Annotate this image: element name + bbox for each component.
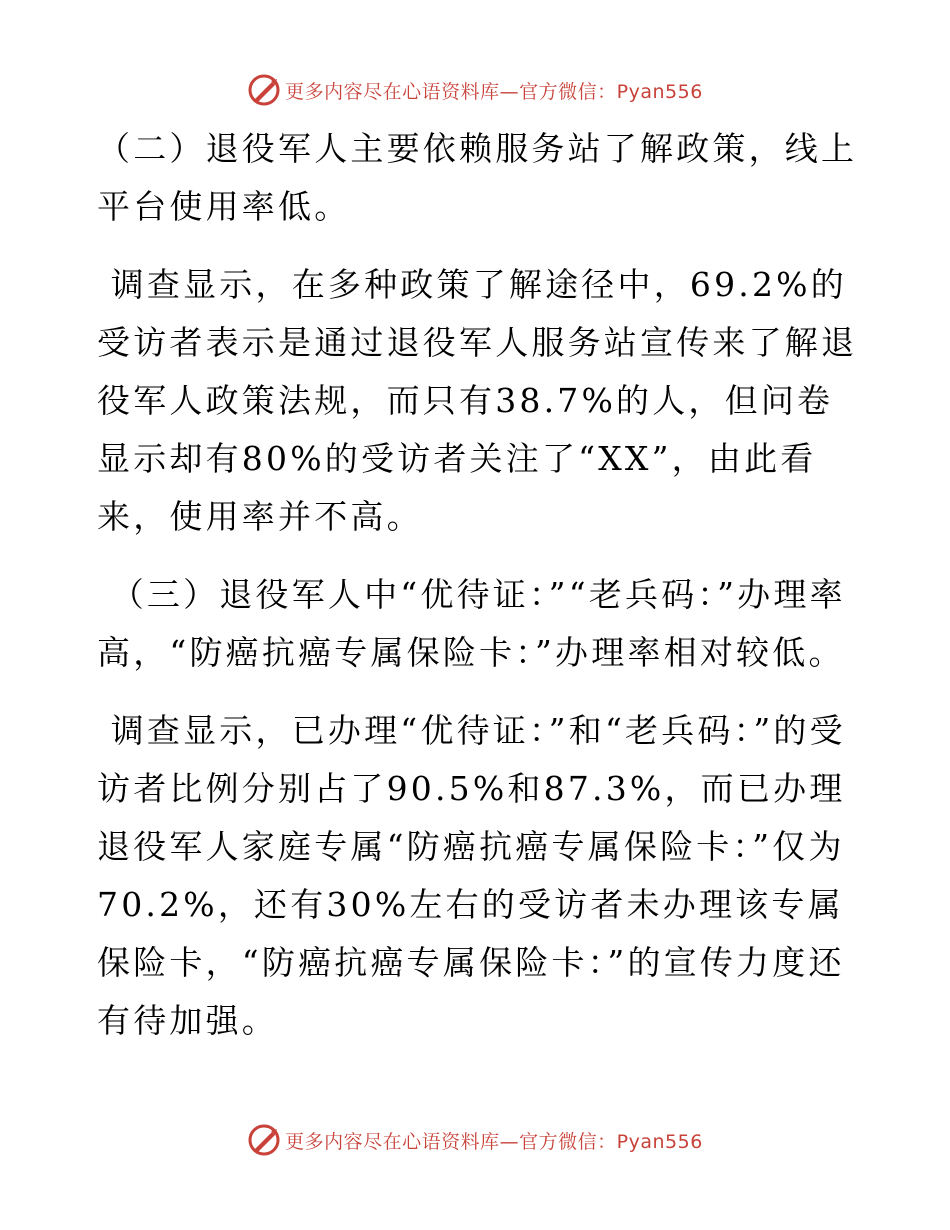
paragraph-survey-1: 调查显示，在多种政策了解途径中，69.2%的受访者表示是通过退役军人服务站宣传来了解退役军人政策法规，而只有38.7%的人，但问卷显示却有80%的受访者关注了“XX”，由此看来，使用率并不高。 xyxy=(97,265,858,536)
watermark-text: 更多内容尽在心语资料库—官方微信：Pyan556 xyxy=(285,1130,703,1153)
quill-pen-circle-logo-icon xyxy=(247,73,281,107)
quill-pen-circle-logo-icon xyxy=(247,1123,281,1157)
paragraph-survey-2: 调查显示，已办理“优待证：”和“老兵码：”的受访者比例分别占了90.5%和87.3%，而已办理退役军人家庭专属“防癌抗癌专属保险卡：”仅为70.2%，还有30%左右的受访者未办理该专属保险卡，“防癌抗癌专属保险卡：”的宣传力度还有待加强。 xyxy=(97,711,846,1040)
section-heading-3: （三）退役军人中“优待证：”“老兵码：”办理率高，“防癌抗癌专属保险卡：”办理率相对较低。 xyxy=(97,575,846,672)
section-heading-2: （二）退役军人主要依赖服务站了解政策，线上平台使用率低。 xyxy=(97,129,858,226)
watermark-text: 更多内容尽在心语资料库—官方微信：Pyan556 xyxy=(285,80,703,103)
header-watermark xyxy=(0,70,950,110)
footer-watermark xyxy=(0,1120,950,1160)
document-body xyxy=(97,120,859,1050)
